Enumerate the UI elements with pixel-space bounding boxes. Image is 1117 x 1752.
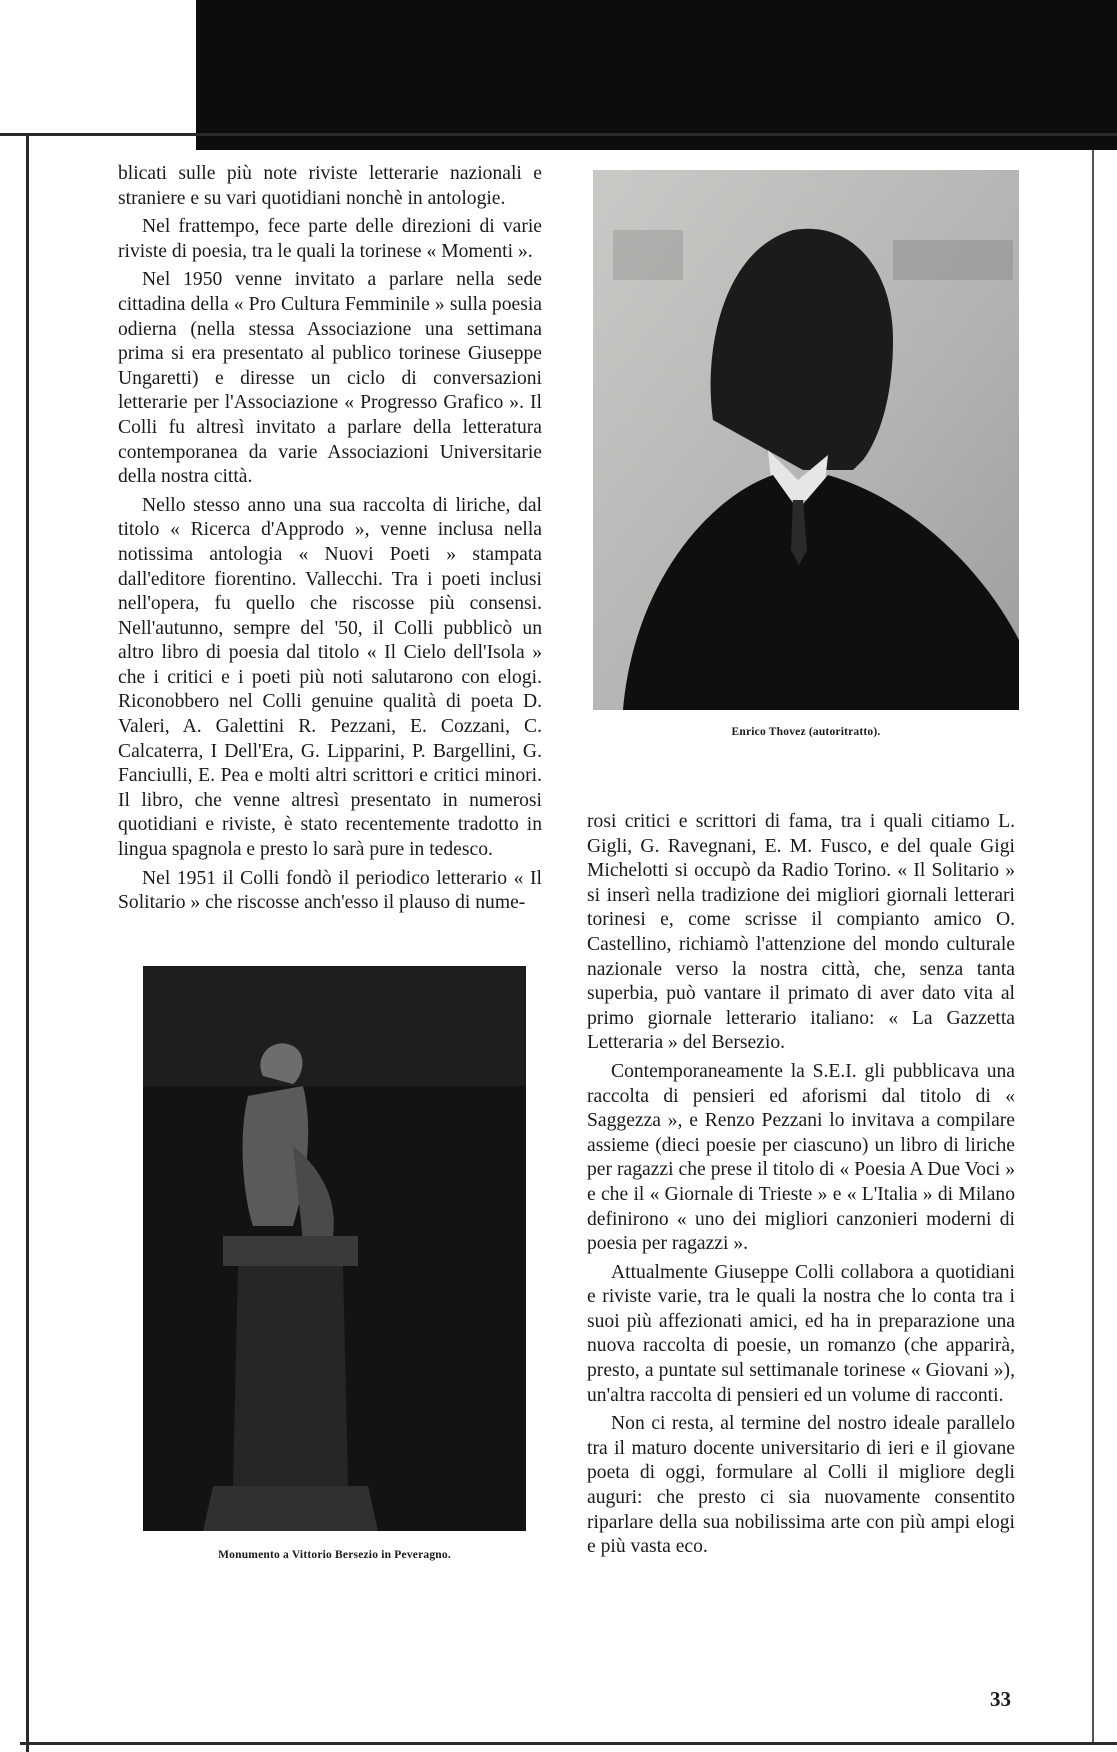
page-number: 33 [990,1687,1011,1711]
right-text-column [587,810,1015,1564]
left-rule [26,135,29,1752]
right-rule [1092,150,1094,1742]
right-paragraph-2: Contemporaneamente la S.E.I. gli pubblicava una raccolta di pensieri ed aforismi dal titolo di « Saggezza », e Renzo Pezzani lo invitava a compilare assieme (dieci poesie per ciascuno) un libro di liriche per ragazzi che prese il titolo di « Poesia A Due Voci » e che il « Giornale di Trieste » e « L'Italia » di Milano definirono « uno dei migliori canzonieri moderni di poesia per ragazzi ». [587,1060,1015,1255]
right-paragraph-4: Non ci resta, al termine del nostro ideale parallelo tra il maturo docente universitario di ieri e il giovane poeta di oggi, formulare al Colli il migliore degli auguri: che presto ci sia nuovamente consentito riparlare della sua nobilissima arte con più ampi elogi e più vasta eco. [587,1413,1015,1558]
left-paragraph-4: Nello stesso anno una sua raccolta di liriche, dal titolo « Ricerca d'Approdo », venne inclusa nella notissima antologia « Nuovi Poeti » stampata dall'editore fiorentino. Vallecchi. Tra i poeti inclusi nell'opera, fu quello che riscosse più consensi. Nell'autunno, sempre del '50, il Colli pubblicò un altro libro di poesia dal titolo « Il Cielo dell'Isola » che i critici e i poeti più noti salutarono con elogi. Riconobbero nel Colli genuine qualità di poeta D. Valeri, A. Galettini R. Pezzani, E. Cozzani, C. Calcaterra, I Dell'Era, G. Lipparini, P. Bargellini, G. Fanciulli, E. Pea e molti altri scrittori e critici minori. Il libro, che venne altresì presentato in numerosi quotidiani e riviste, è stato recentemente tradotto in lingua spagnola e presto lo sarà pure in tedesco. [118,494,542,861]
top-rule [0,133,1117,136]
page-margin-left [0,0,20,1752]
portrait-photo [593,170,1019,710]
left-paragraph-5: Nel 1951 il Colli fondò il periodico letterario « Il Solitario » che riscosse anch'esso il plauso di nume- [118,867,542,914]
left-paragraph-3: Nel 1950 venne invitato a parlare nella sede cittadina della « Pro Cultura Femminile » sulla poesia odierna (nella stessa Associazione una settimana prima si era presentato al publico torinese Giuseppe Ungaretti) e diresse un ciclo di conversazioni letterarie per l'Associazione « Progresso Grafico ». Il Colli fu altresì invitato a parlare della letteratura contemporanea da varie Associazioni Universitarie della nostra città. [118,269,542,488]
monument-illustration [143,966,526,1531]
monument-photo [143,966,526,1531]
top-black-band [196,0,1117,150]
right-paragraph-3: Attualmente Giuseppe Colli collabora a quotidiani e riviste varie, tra le quali la nostra che lo conta tra i suoi più affezionati amici, ed ha in preparazione una nuova raccolta di poesie, un romanzo (che apparirà, presto, a puntate sul settimanale torinese « Giovani »), un'altra raccolta di pensieri ed un volume di racconti. [587,1261,1015,1406]
bottom-rule [20,1742,1117,1745]
left-paragraph-2: Nel frattempo, fece parte delle direzioni di varie riviste di poesia, tra le quali la torinese « Momenti ». [118,216,542,262]
portrait-caption: Enrico Thovez (autoritratto). [731,726,881,738]
portrait-illustration [593,170,1019,710]
monument-caption: Monumento a Vittorio Bersezio in Peveragno. [218,1549,451,1561]
left-text-column [118,162,542,920]
right-paragraph-1: rosi critici e scrittori di fama, tra i quali citiamo L. Gigli, G. Ravegnani, E. M. Fusco, e del quale Gigi Michelotti si occupò da Radio Torino. « Il Solitario » si inserì nella tradizione dei migliori giornali letterari torinesi e, come scrisse il compianto amico O. Castellino, richiamò l'attenzione del mondo culturale nazionale verso la nostra città, che, senza tanta superbia, può vantare il primato di aver dato vita al primo giornale letterario italiano: « La Gazzetta Letteraria » del Bersezio. [587,811,1015,1054]
left-paragraph-1: blicati sulle più note riviste letterarie nazionali e straniere e su vari quotidiani nonchè in antologie. [118,163,542,209]
